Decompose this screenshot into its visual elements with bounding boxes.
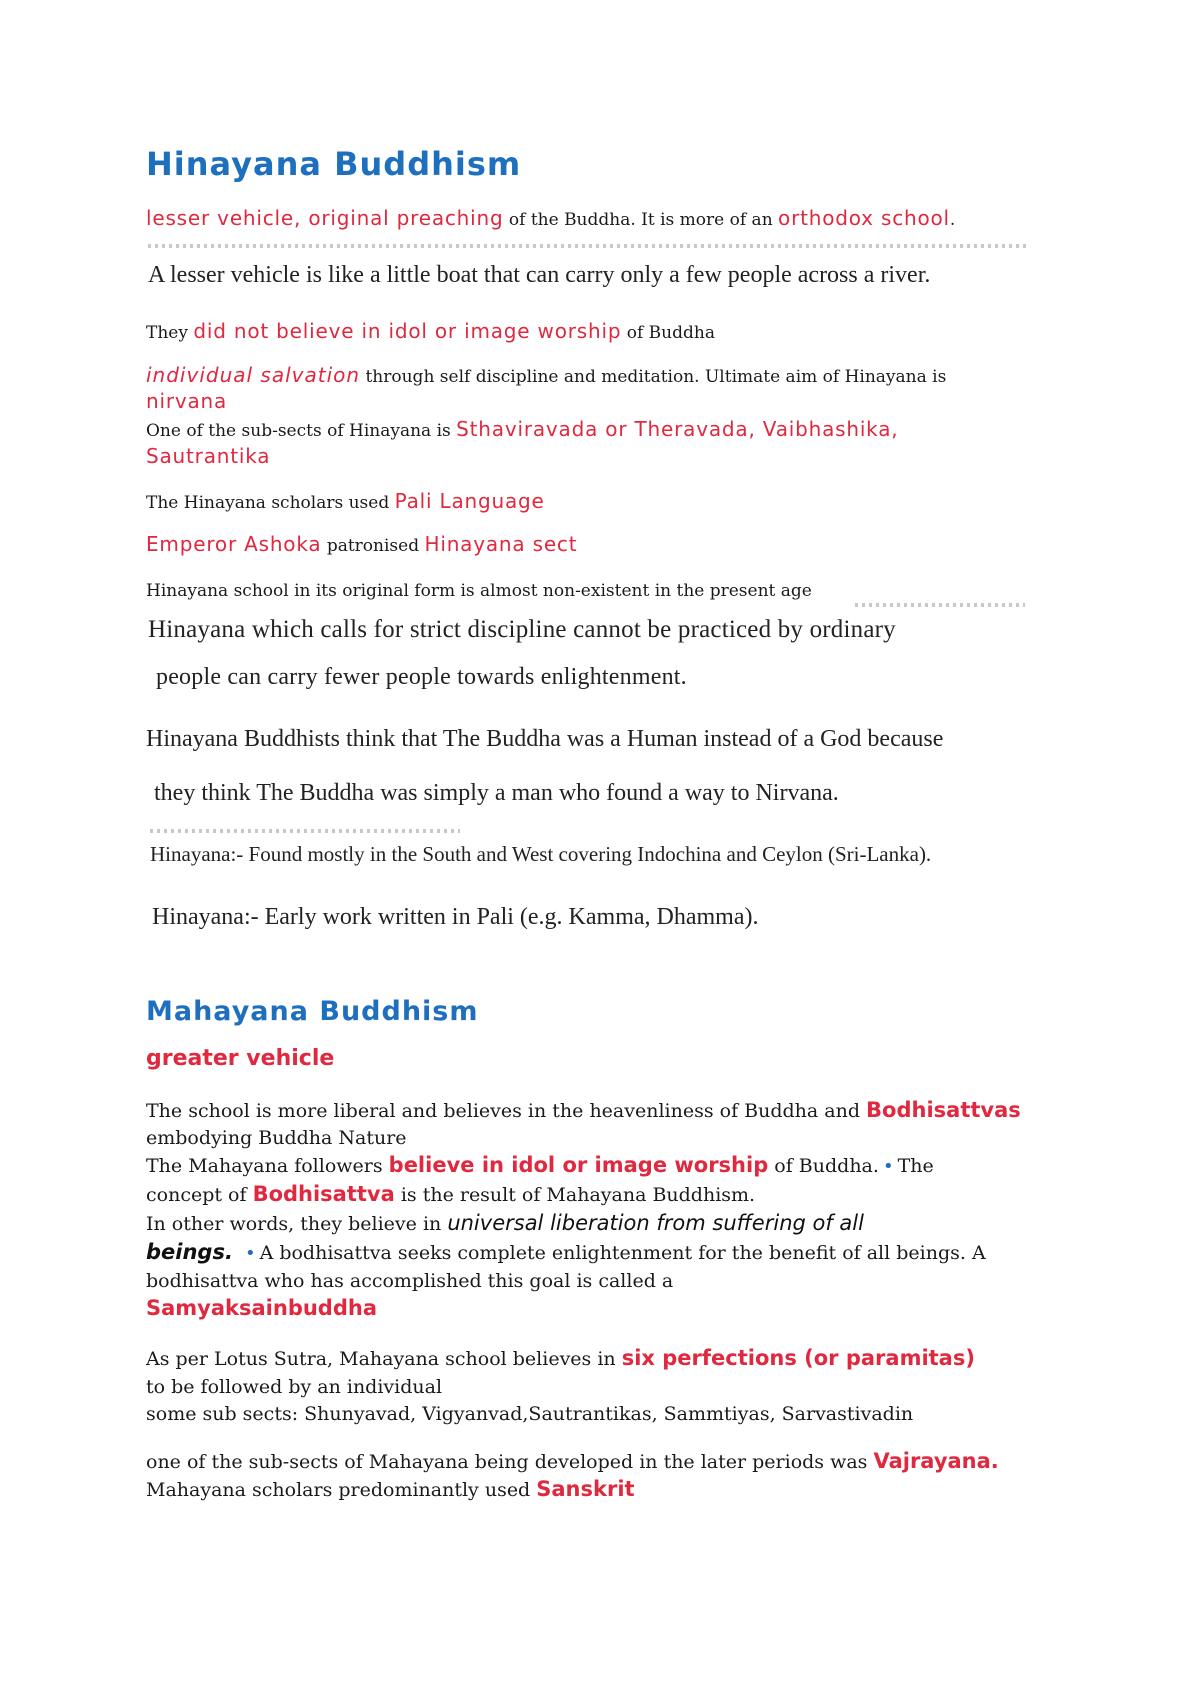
term-bodhisattvas: Bodhisattvas xyxy=(866,1098,1021,1122)
mahayana-p5: beings. • A bodhisattva seeks complete enlightenment for the benefit of all beings. A xyxy=(146,1240,986,1264)
mahayana-p4: In other words, they believe in universal liberation from suffering of all xyxy=(146,1211,864,1235)
term-sanskrit: Sanskrit xyxy=(536,1477,635,1501)
term-universal-liberation: universal liberation from suffering of all xyxy=(447,1211,864,1235)
term-no-idol-worship: did not believe in idol or image worship xyxy=(193,319,622,343)
term-orthodox-school: orthodox school xyxy=(778,206,950,230)
term-samyaksainbuddha: Samyaksainbuddha xyxy=(146,1296,377,1320)
bullet-icon: • xyxy=(882,1156,894,1177)
hinayana-line-2: They did not believe in idol or image worship of Buddha xyxy=(146,319,715,343)
scan-noise xyxy=(150,829,460,833)
scan-buddha-human-2: they think The Buddha was simply a man who found a way to Nirvana. xyxy=(154,780,839,806)
term-greater-vehicle: greater vehicle xyxy=(146,1046,335,1071)
hinayana-line-5: The Hinayana scholars used Pali Language xyxy=(146,489,545,513)
term-believe-idol-worship: believe in idol or image worship xyxy=(388,1153,769,1177)
hinayana-line-3: individual salvation through self discipline and meditation. Ultimate aim of Hinayana is xyxy=(146,363,947,387)
mahayana-p1: The school is more liberal and believes in the heavenliness of Buddha and Bodhisattvas xyxy=(146,1098,1021,1122)
mahayana-p10: one of the sub-sects of Mahayana being developed in the later periods was Vajrayana. xyxy=(146,1449,999,1473)
term-sub-sects: Sthaviravada or Theravada, Vaibhashika, xyxy=(456,417,899,441)
mahayana-p11: Mahayana scholars predominantly used Sanskrit xyxy=(146,1477,635,1501)
term-beings: beings. xyxy=(146,1240,233,1264)
term-sautrantika: Sautrantika xyxy=(146,444,271,468)
term-nirvana: nirvana xyxy=(146,389,228,413)
scan-found-mostly: Hinayana:- Found mostly in the South and West covering Indochina and Ceylon (Sri-Lanka). xyxy=(150,842,932,866)
term-bodhisattva: Bodhisattva xyxy=(252,1182,395,1206)
hinayana-line-7: Hinayana school in its original form is almost non-existent in the present age xyxy=(146,581,812,601)
hinayana-line-4b xyxy=(146,445,270,469)
mahayana-p2: The Mahayana followers believe in idol or image worship of Buddha. • The xyxy=(146,1153,934,1177)
term-lesser-vehicle: lesser vehicle, original preaching xyxy=(146,206,504,230)
mahayana-p6: bodhisattva who has accomplished this goal is called a xyxy=(146,1270,674,1292)
scan-lesser-vehicle-quote: A lesser vehicle is like a little boat that can carry only a few people across a river. xyxy=(148,262,931,288)
hinayana-line-6: Emperor Ashoka patronised Hinayana sect xyxy=(146,532,578,556)
mahayana-p9: some sub sects: Shunyavad, Vigyanvad,Sautrantikas, Sammtiyas, Sarvastivadin xyxy=(146,1403,914,1425)
term-pali-language: Pali Language xyxy=(394,489,545,513)
scan-early-work: Hinayana:- Early work written in Pali (e.g. Kamma, Dhamma). xyxy=(152,904,759,930)
mahayana-p1b: embodying Buddha Nature xyxy=(146,1127,407,1149)
hinayana-line-3b xyxy=(146,390,227,414)
scan-discipline-quote-2: people can carry fewer people towards enlightenment. xyxy=(156,664,687,690)
scan-noise xyxy=(855,603,1025,607)
scan-buddha-human-1: Hinayana Buddhists think that The Buddha was a Human instead of a God because xyxy=(146,726,944,752)
mahayana-subtitle-line xyxy=(146,1048,334,1071)
mahayana-p8b: to be followed by an individual xyxy=(146,1376,443,1398)
term-six-perfections: six perfections (or paramitas) xyxy=(621,1346,975,1370)
bullet-icon: • xyxy=(244,1243,256,1264)
scan-noise xyxy=(148,244,1028,248)
term-hinayana-sect: Hinayana sect xyxy=(424,532,578,556)
mahayana-p3: concept of Bodhisattva is the result of Mahayana Buddhism. xyxy=(146,1182,756,1206)
hinayana-line-1: lesser vehicle, original preaching of the Buddha. It is more of an orthodox school. xyxy=(146,206,956,230)
term-emperor-ashoka: Emperor Ashoka xyxy=(146,532,322,556)
mahayana-p8: As per Lotus Sutra, Mahayana school believes in six perfections (or paramitas) xyxy=(146,1346,975,1370)
scan-discipline-quote-1: Hinayana which calls for strict discipline cannot be practiced by ordinary xyxy=(148,616,896,643)
hinayana-heading: Hinayana Buddhism xyxy=(146,145,522,183)
mahayana-p7 xyxy=(146,1297,377,1321)
term-individual-salvation: individual salvation xyxy=(146,363,361,387)
hinayana-line-4: One of the sub-sects of Hinayana is Sthaviravada or Theravada, Vaibhashika, xyxy=(146,417,899,441)
term-vajrayana: Vajrayana. xyxy=(873,1449,999,1473)
mahayana-heading: Mahayana Buddhism xyxy=(146,996,479,1027)
